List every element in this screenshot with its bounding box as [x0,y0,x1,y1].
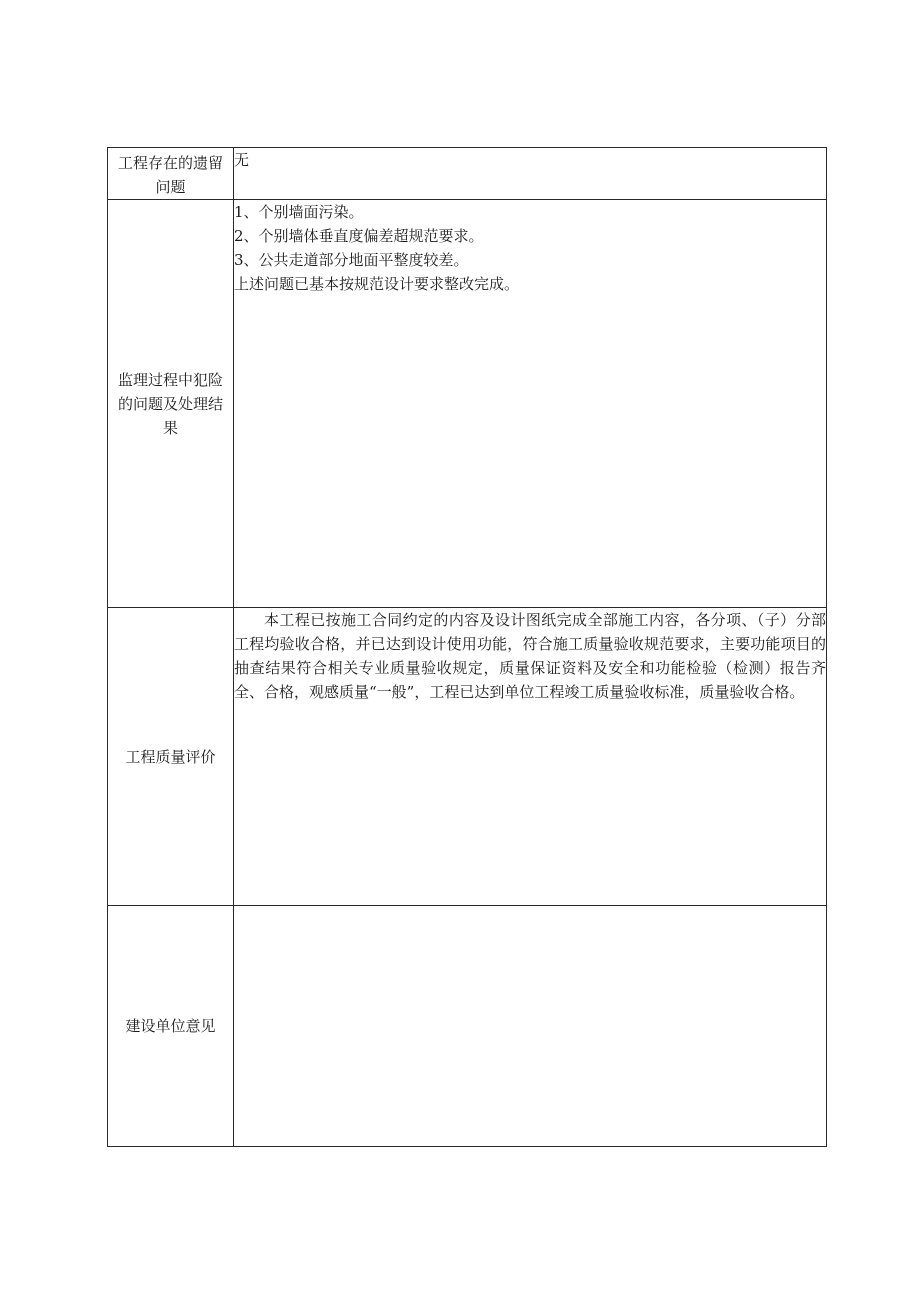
row-quality-evaluation [108,608,827,906]
problem-item-3: 3、公共走道部分地面平整度较差。 [234,251,469,269]
value-remaining-issues [234,148,827,200]
acceptance-form-table [107,147,827,1147]
label-quality-evaluation: 工程质量评价 [108,608,234,906]
problem-summary: 上述问题已基本按规范设计要求整改完成。 [234,275,520,293]
value-supervision-issues [234,200,827,608]
label-owner-opinion: 建设单位意见 [108,906,234,1147]
row-supervision-issues [108,200,827,608]
value-owner-opinion [234,906,827,1147]
problem-item-2: 2、个别墙体垂直度偏差超规范要求。 [234,227,484,245]
value-quality-evaluation [234,608,827,906]
problem-item-1: 1、个别墙面污染。 [234,203,364,221]
label-supervision-issues: 监理过程中犯险的问题及处理结果 [108,200,234,608]
row-remaining-issues [108,148,827,200]
label-remaining-issues: 工程存在的遗留问题 [108,148,234,200]
remaining-issues-text: 无 [234,151,250,169]
quality-evaluation-text: 本工程已按施工合同约定的内容及设计图纸完成全部施工内容，各分项、（子）分部工程均验收合格，并已达到设计使用功能，符合施工质量验收规范要求，主要功能项目的抽查结果符合相关专业质量验收规定，质量保证资料及安全和功能检验（检测）报告齐全、合格，观感质量“一般”，工程已达到单位工程竣工质量验收标准，质量验收合格。 [234,611,826,701]
row-owner-opinion [108,906,827,1147]
